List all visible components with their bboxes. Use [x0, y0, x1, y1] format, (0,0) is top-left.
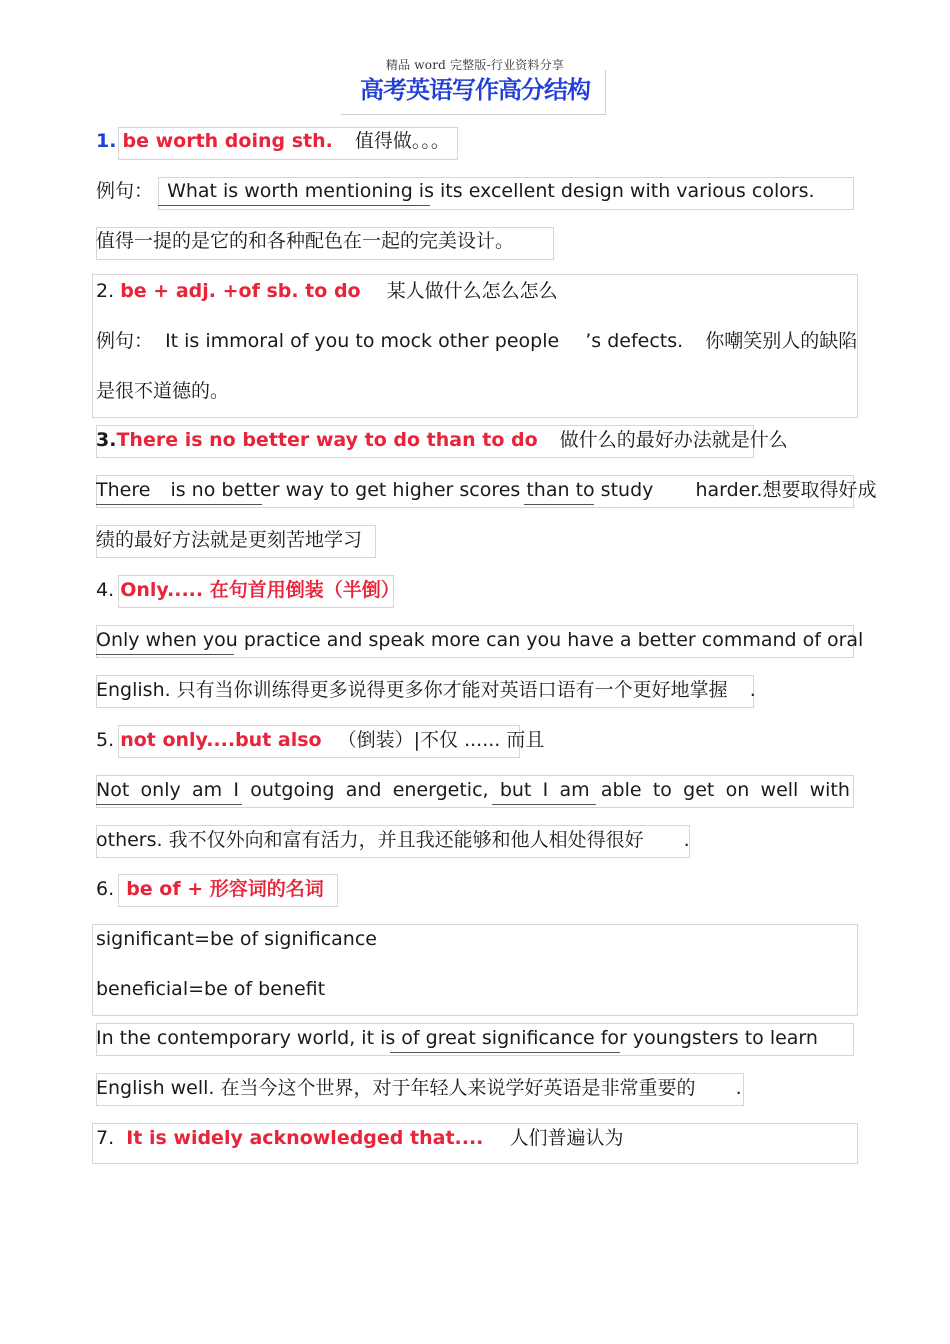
s6-translation-line [96, 1075, 742, 1101]
s5-word: am [192, 779, 223, 801]
s5-word: outgoing [250, 779, 335, 801]
s6-line1: significant=be of significance [96, 928, 377, 950]
s3-underline-2 [524, 504, 594, 505]
s1-meaning: 值得做。。。 [354, 130, 450, 152]
s5-meaning: （倒装）|不仅 ...... 而且 [337, 729, 545, 751]
s2-example-en-a: It is immoral of you to mock other people [165, 330, 560, 352]
s4-example-zh: English. 只有当你训练得更多说得更多你才能对英语口语有一个更好地掌握 [96, 679, 728, 701]
s4-example-en: Only when you practice and speak more can you have a better command of oral [96, 629, 864, 651]
s7-pattern: It is widely acknowledged that.... [126, 1127, 484, 1149]
s6-period: . [735, 1077, 742, 1099]
s1-heading [96, 128, 450, 154]
s2-meaning: 某人做什么怎么怎么 [386, 280, 558, 302]
s5-translation-line [96, 827, 690, 853]
s7-number: 7. [96, 1127, 115, 1149]
s2-number: 2. [96, 280, 115, 302]
s3-example-a: There [96, 479, 151, 501]
s7-meaning: 人们普遍认为 [509, 1127, 624, 1149]
s5-word: with [809, 779, 850, 801]
s5-word: on [725, 779, 750, 801]
s6-heading [96, 876, 324, 902]
watermark-text: 精品 word 完整版-行业资料分享 [385, 58, 565, 72]
s4-period: . [749, 679, 756, 701]
s3-meaning: 做什么的最好办法就是什么 [559, 429, 788, 451]
s1-example-zh: 值得一提的是它的和各种配色在一起的完美设计。 [96, 230, 515, 252]
s5-word: to [652, 779, 672, 801]
s3-example-zh: 绩的最好方法就是更刻苦地学习 [96, 529, 363, 551]
s3-pattern: There is no better way to do than to do [116, 429, 538, 451]
page-title: 高考英语写作高分结构 [360, 76, 590, 104]
s3-underline-1 [96, 504, 262, 505]
s5-word: well [760, 779, 799, 801]
s2-heading [96, 278, 558, 304]
s5-pattern: not only....but also [120, 729, 322, 751]
s3-heading [96, 427, 788, 453]
s6-line2: beneficial=be of benefit [96, 978, 326, 1000]
s5-underline-2 [492, 804, 596, 805]
s2-example-zh-b: 是很不道德的。 [96, 380, 230, 402]
s1-example-label: 例句： [96, 180, 154, 202]
s6-example-zh: English well. 在当今这个世界，对于年轻人来说学好英语是非常重要的 [96, 1077, 696, 1099]
s6-example-en: In the contemporary world, it is of great significance for youngsters to learn [96, 1027, 818, 1049]
s2-pattern: be + adj. +of sb. to do [120, 280, 361, 302]
s6-underline [390, 1052, 620, 1053]
s5-word: am [559, 779, 590, 801]
s5-number: 5. [96, 729, 115, 751]
s1-underline [158, 205, 430, 206]
s5-word: I [233, 779, 240, 801]
s5-word: Not [96, 779, 130, 801]
s2-example-line [96, 328, 857, 354]
s4-pattern: Only..... 在句首用倒装（半倒） [120, 579, 400, 601]
s5-heading [96, 727, 544, 753]
s1-example-line [96, 178, 815, 204]
s4-number: 4. [96, 579, 115, 601]
s5-word: energetic, [392, 779, 489, 801]
s2-example-en-b: ’s defects. [585, 330, 684, 352]
s5-period: . [683, 829, 690, 851]
s6-number: 6. [96, 878, 115, 900]
s5-word: get [683, 779, 715, 801]
s4-heading [96, 577, 400, 603]
s5-underline-1 [96, 804, 242, 805]
s5-word: able [600, 779, 642, 801]
s5-word: only [140, 779, 181, 801]
s1-example-en: What is worth mentioning is its excellent design with various colors. [167, 180, 815, 202]
s6-pattern: be of + 形容词的名词 [126, 878, 324, 900]
s4-underline [96, 654, 234, 655]
s5-example-en [96, 777, 850, 803]
s2-example-label: 例句： [96, 330, 154, 352]
s3-example-line [96, 477, 876, 503]
s3-number: 3. [96, 429, 117, 451]
s3-example-b: is no better way to get higher scores than to study [170, 479, 654, 501]
s5-word: I [542, 779, 549, 801]
s3-example-c: harder.想要取得好成 [695, 479, 877, 501]
s5-word: and [345, 779, 382, 801]
s2-example-zh-a: 你嘲笑别人的缺陷 [705, 330, 858, 352]
s5-example-zh: others. 我不仅外向和富有活力，并且我还能够和他人相处得很好 [96, 829, 644, 851]
s7-heading [96, 1125, 623, 1151]
s1-pattern: be worth doing sth. [122, 130, 333, 152]
s4-translation-line [96, 677, 756, 703]
s1-number: 1. [96, 130, 117, 152]
s5-word: but [499, 779, 532, 801]
